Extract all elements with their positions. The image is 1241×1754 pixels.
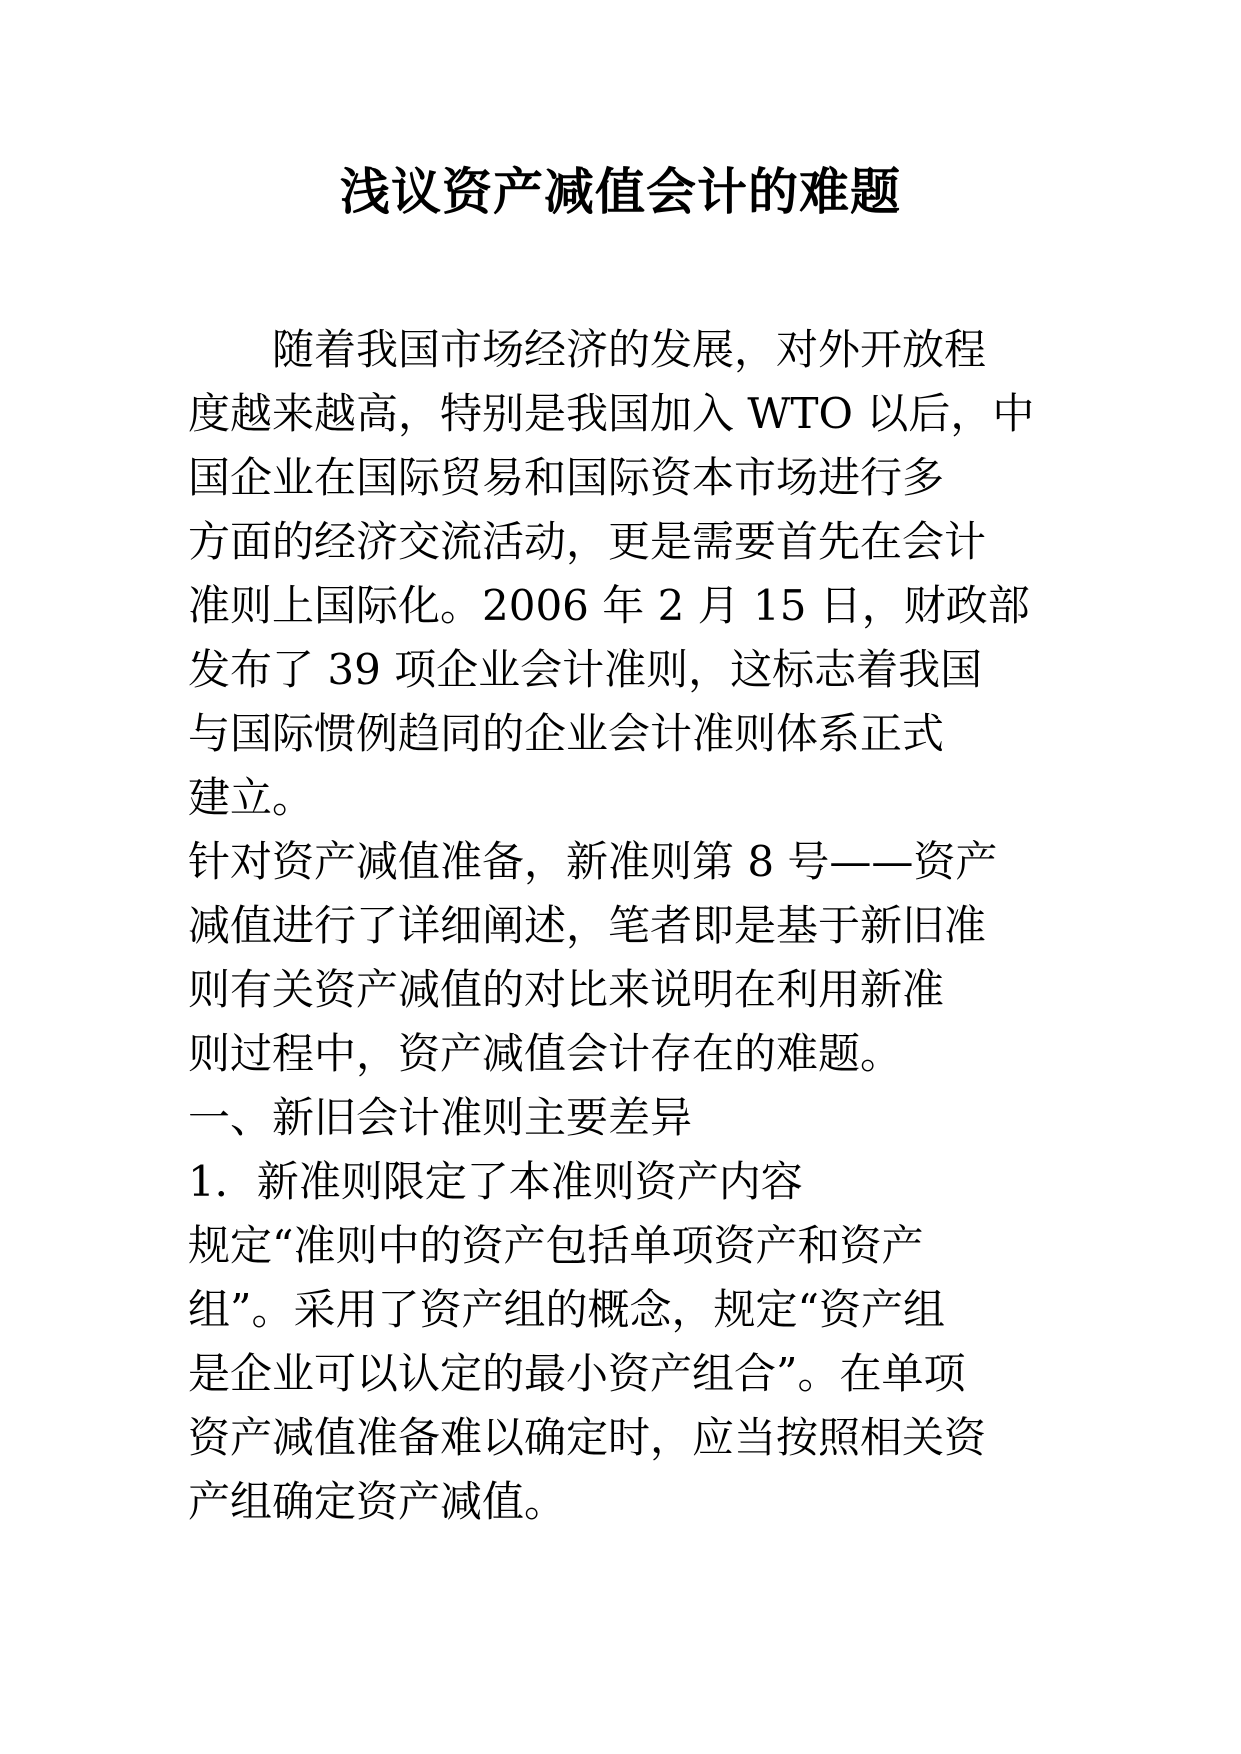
subsection-heading: 1．新准则限定了本准则资产内容 — [188, 1157, 803, 1206]
body-line: 是企业可以认定的最小资产组合”。在单项 — [188, 1349, 966, 1398]
document-title: 浅议资产减值会计的难题 — [340, 162, 901, 221]
body-line: 发布了 39 项企业会计准则，这标志着我国 — [188, 645, 983, 694]
body-line: 与国际惯例趋同的企业会计准则体系正式 — [188, 709, 945, 758]
body-line: 国企业在国际贸易和国际资本市场进行多 — [188, 453, 945, 502]
body-line: 则有关资产减值的对比来说明在利用新准 — [188, 965, 945, 1014]
document-body — [188, 318, 1058, 1534]
section-heading: 一、新旧会计准则主要差异 — [188, 1093, 693, 1142]
body-line: 组”。采用了资产组的概念，规定“资产组 — [188, 1285, 945, 1334]
body-line: 规定“准则中的资产包括单项资产和资产 — [188, 1221, 924, 1270]
body-line: 减值进行了详细阐述，笔者即是基于新旧准 — [188, 901, 987, 950]
body-line: 产组确定资产减值。 — [188, 1477, 567, 1526]
body-line: 则过程中，资产减值会计存在的难题。 — [188, 1029, 903, 1078]
body-line: 随着我国市场经济的发展，对外开放程 — [188, 325, 987, 374]
body-line: 度越来越高，特别是我国加入 WTO 以后，中 — [188, 389, 1035, 438]
body-line: 资产减值准备难以确定时，应当按照相关资 — [188, 1413, 987, 1462]
body-line: 针对资产减值准备，新准则第 8 号——资产 — [188, 837, 998, 886]
body-line: 方面的经济交流活动，更是需要首先在会计 — [188, 517, 987, 566]
body-line: 准则上国际化。2006 年 2 月 15 日，财政部 — [188, 581, 1030, 630]
body-line: 建立。 — [188, 773, 315, 822]
